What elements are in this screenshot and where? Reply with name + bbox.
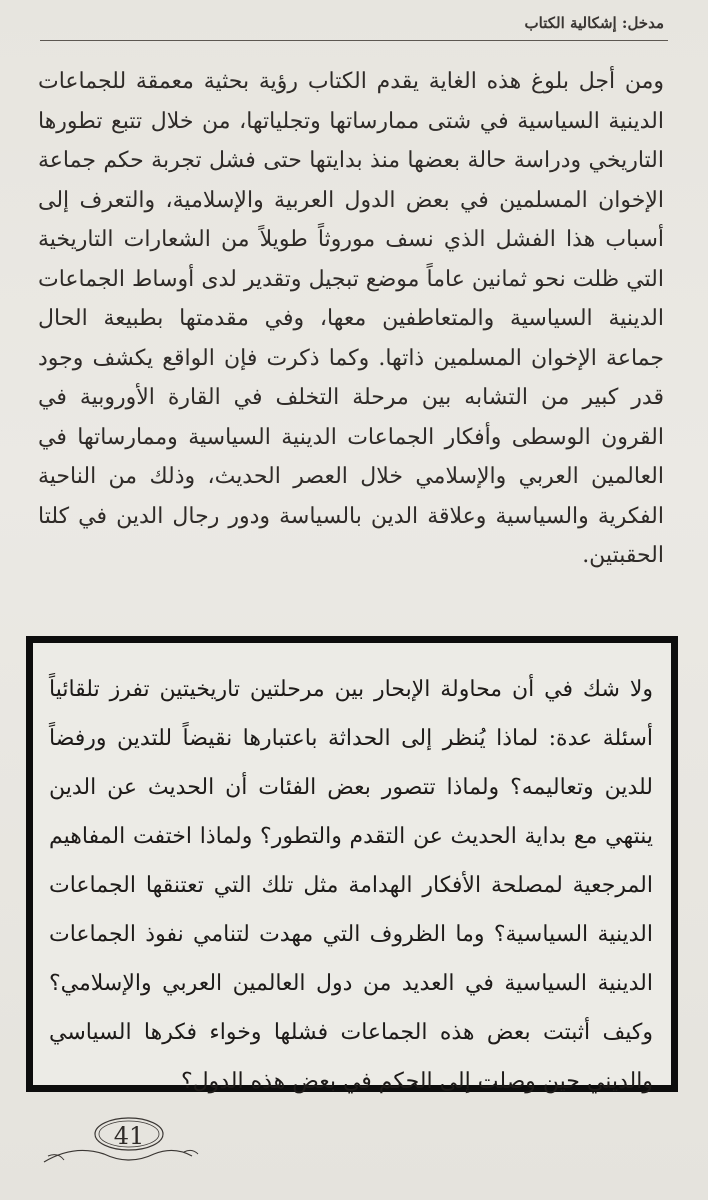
page-number: 41 [113,1122,145,1150]
main-text-block [38,62,664,576]
highlight-text-block [49,665,653,1106]
paragraph-2: ولا شك في أن محاولة الإبحار بين مرحلتين تاريخيتين تفرز تلقائياً أسئلة عدة: لماذا يُنظر إلى الحداثة باعتبارها نقيضاً للتدين ورفضاً للدين وتعاليمه؟ ولماذا تتصور بعض الفئات أن الحديث عن الدين ينتهي مع بداية الحديث عن التقدم والتطور؟ ولماذا اختفت المفاهيم المرجعية لمصلحة الأفكار الهدامة مثل تلك التي تعتنقها الجماعات الدينية السياسية؟ وما الظروف التي مهدت لتنامي نفوذ الجماعات الدينية السياسية في العديد من دول العالمين العربي والإسلامي؟ وكيف أثبتت بعض هذه الجماعات فشلها وخواء فكرها السياسي والديني حين وصلت إلى الحكم في بعض هذه الدول؟ [49,677,653,1094]
page-number-ornament [34,1110,204,1170]
header-rule [40,40,668,41]
paragraph-1: ومن أجل بلوغ هذه الغاية يقدم الكتاب رؤية بحثية معمقة للجماعات الدينية السياسية في شتى ممارساتها وتجلياتها، من خلال تتبع تطورها التاريخي ودراسة حالة بعضها منذ بدايتها حتى فشل تجربة حكم جماعة الإخوان المسلمين في بعض الدول العربية والإسلامية، والتعرف إلى أسباب هذا الفشل الذي نسف موروثاً طويلاً من الشعارات التاريخية التي ظلت نحو ثمانين عاماً موضع تبجيل وتقدير لدى أوساط الجماعات الدينية السياسية والمتعاطفين معها، وفي مقدمتها بطبيعة الحال جماعة الإخوان المسلمين ذاتها. وكما ذكرت فإن الواقع يكشف وجود قدر كبير من التشابه بين مرحلة التخلف في القارة الأوروبية في القرون الوسطى وأفكار الجماعات الدينية السياسية وممارساتها في العالمين العربي والإسلامي خلال العصر الحديث، وذلك من الناحية الفكرية والسياسية وعلاقة الدين بالسياسة ودور رجال الدين في كلتا الحقبتين. [38,69,664,568]
highlight-frame [26,636,678,1092]
running-title: مدخل: إشكالية الكتاب [524,14,664,32]
